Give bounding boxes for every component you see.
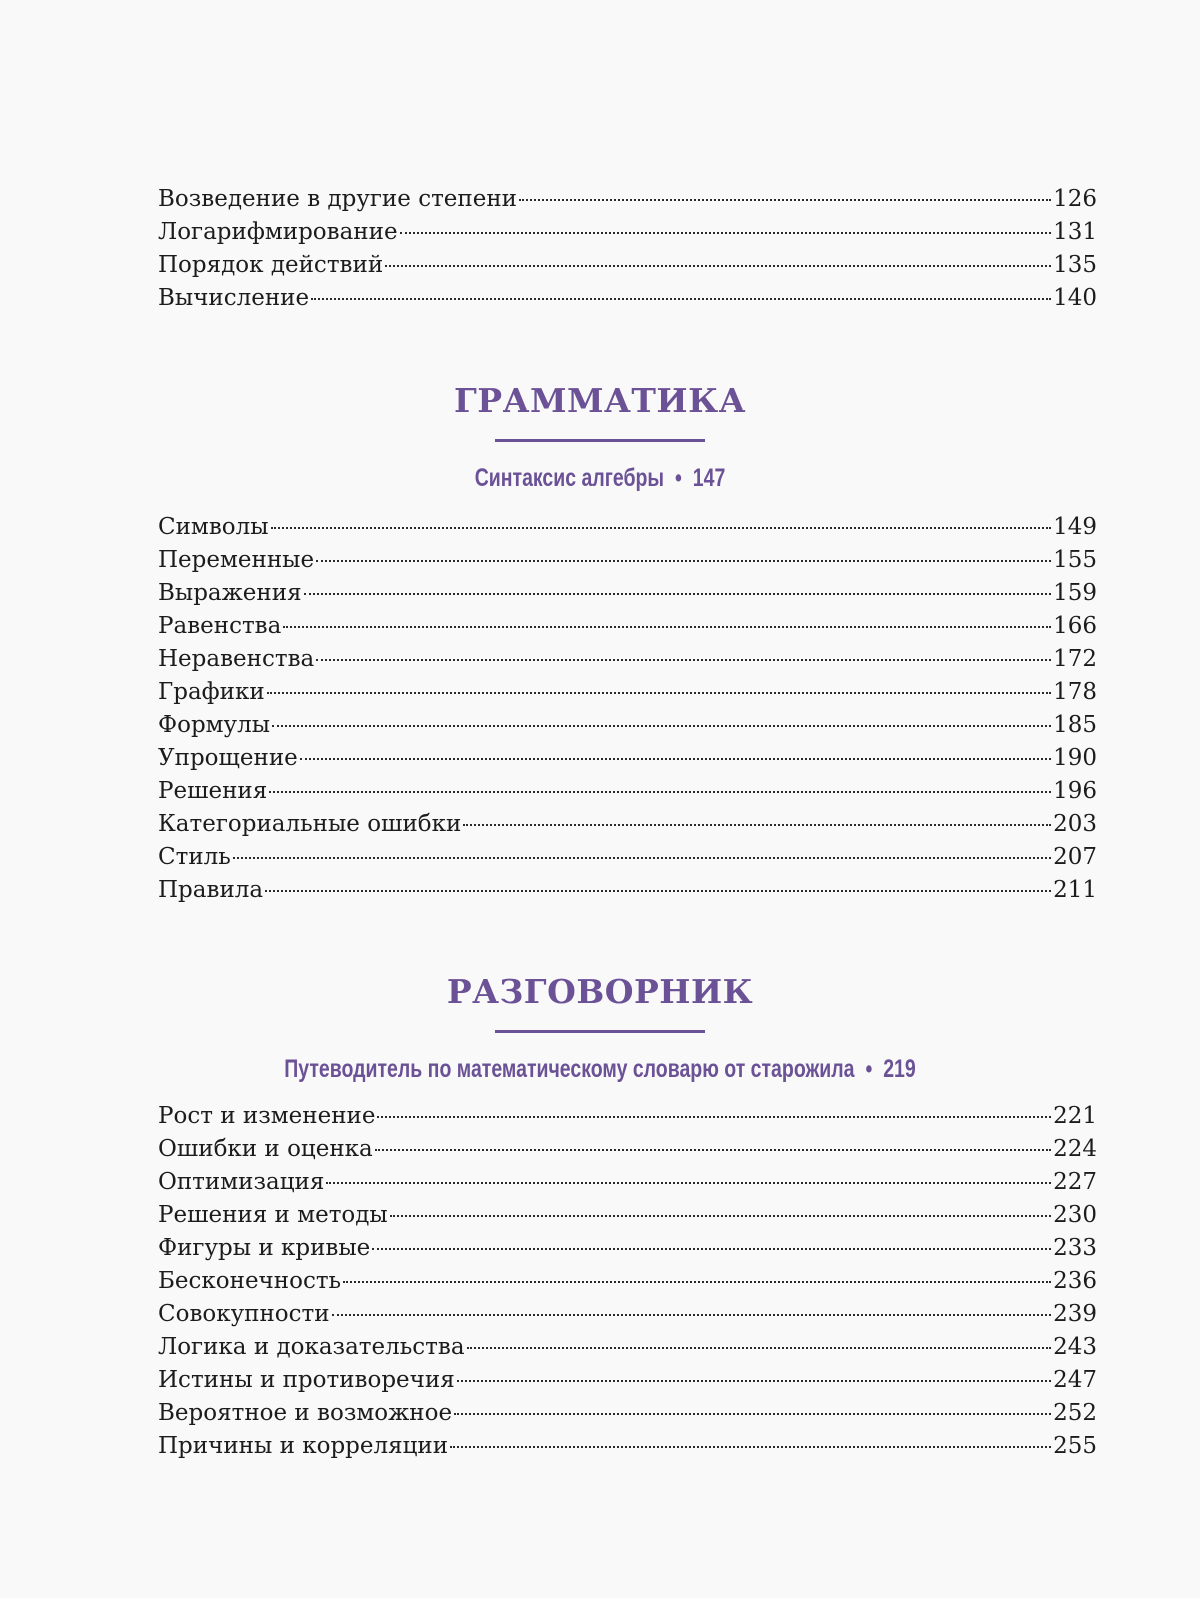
toc-entry-page: 203 bbox=[1053, 811, 1097, 837]
section-subtitle-phrasebook bbox=[132, 1053, 1068, 1085]
toc-entry-title: Логарифмирование bbox=[158, 219, 398, 245]
dot-leader bbox=[400, 232, 1052, 234]
toc-entry-page: 166 bbox=[1053, 613, 1097, 639]
toc-entry[interactable] bbox=[158, 544, 1097, 577]
toc-entry-page: 190 bbox=[1053, 745, 1097, 771]
dot-leader bbox=[463, 824, 1051, 826]
toc-entry-page: 172 bbox=[1053, 646, 1097, 672]
toc-entry[interactable] bbox=[158, 1298, 1097, 1331]
dot-leader bbox=[300, 758, 1051, 760]
toc-entry-page: 207 bbox=[1053, 844, 1097, 870]
section-phrasebook-header bbox=[0, 972, 1200, 1085]
toc-entry-title: Совокупности bbox=[158, 1301, 330, 1327]
toc-entry[interactable] bbox=[158, 1331, 1097, 1364]
toc-entry[interactable] bbox=[158, 841, 1097, 874]
dot-leader bbox=[233, 857, 1051, 859]
toc-entry-title: Вычисление bbox=[158, 285, 310, 311]
toc-entry[interactable] bbox=[158, 874, 1097, 907]
toc-entry[interactable] bbox=[158, 282, 1097, 315]
subtitle-text: Путеводитель по математическому словарю от старожила bbox=[284, 1055, 855, 1083]
toc-entry[interactable] bbox=[158, 1265, 1097, 1298]
toc-entry-title: Логика и доказательства bbox=[158, 1334, 465, 1360]
toc-entry-page: 255 bbox=[1053, 1433, 1097, 1459]
toc-entry-page: 252 bbox=[1053, 1400, 1097, 1426]
toc-entry-title: Фигуры и кривые bbox=[158, 1235, 371, 1261]
dot-leader bbox=[467, 1347, 1052, 1349]
dot-leader bbox=[316, 659, 1051, 661]
toc-entry-title: Графики bbox=[158, 679, 265, 705]
toc-entry-page: 211 bbox=[1053, 877, 1097, 903]
toc-entry[interactable] bbox=[158, 742, 1097, 775]
toc-entry-page: 227 bbox=[1053, 1169, 1097, 1195]
bullet-separator: • bbox=[675, 464, 682, 492]
toc-entry-page: 155 bbox=[1053, 547, 1097, 573]
toc-entry-page: 140 bbox=[1053, 285, 1097, 311]
toc-entry-title: Правила bbox=[158, 877, 264, 903]
dot-leader bbox=[304, 593, 1052, 595]
toc-entry-title: Выражения bbox=[158, 580, 302, 606]
toc-entry-title: Ошибки и оценка bbox=[158, 1136, 373, 1162]
dot-leader bbox=[272, 725, 1051, 727]
toc-entry-page: 230 bbox=[1053, 1202, 1097, 1228]
subtitle-page: 147 bbox=[692, 464, 726, 492]
dot-leader bbox=[326, 1182, 1051, 1184]
toc-entry[interactable] bbox=[158, 1100, 1097, 1133]
toc-entry-title: Причины и корреляции bbox=[158, 1433, 449, 1459]
toc-entry[interactable] bbox=[158, 709, 1097, 742]
toc-entry-page: 196 bbox=[1053, 778, 1097, 804]
toc-entry[interactable] bbox=[158, 610, 1097, 643]
section-grammar-header bbox=[0, 381, 1200, 494]
toc-entry-title: Формулы bbox=[158, 712, 271, 738]
toc-entry-page: 221 bbox=[1053, 1103, 1097, 1129]
subtitle-text: Синтаксис алгебры bbox=[474, 464, 665, 492]
dot-leader bbox=[311, 298, 1051, 300]
toc-entry-page: 126 bbox=[1053, 186, 1097, 212]
dot-leader bbox=[265, 890, 1051, 892]
dot-leader bbox=[283, 626, 1051, 628]
toc-entry-title: Бесконечность bbox=[158, 1268, 342, 1294]
dot-leader bbox=[271, 527, 1052, 529]
toc-entry[interactable] bbox=[158, 1430, 1097, 1463]
toc-entry[interactable] bbox=[158, 1166, 1097, 1199]
dot-leader bbox=[385, 265, 1051, 267]
dot-leader bbox=[316, 560, 1051, 562]
toc-entry[interactable] bbox=[158, 1397, 1097, 1430]
toc-entry-title: Вероятное и возможное bbox=[158, 1400, 453, 1426]
section-title-phrasebook: РАЗГОВОРНИК bbox=[446, 972, 754, 1011]
toc-entry-page: 243 bbox=[1053, 1334, 1097, 1360]
toc-entry-page: 239 bbox=[1053, 1301, 1097, 1327]
toc-entry-title: Решения bbox=[158, 778, 268, 804]
dot-leader bbox=[375, 1149, 1051, 1151]
toc-entry[interactable] bbox=[158, 1133, 1097, 1166]
dot-leader bbox=[343, 1281, 1051, 1283]
toc-entry-title: Упрощение bbox=[158, 745, 298, 771]
toc-entry-page: 131 bbox=[1053, 219, 1097, 245]
toc-entry-title: Решения и методы bbox=[158, 1202, 388, 1228]
dot-leader bbox=[457, 1380, 1051, 1382]
toc-entry-title: Переменные bbox=[158, 547, 315, 573]
toc-entry[interactable] bbox=[158, 249, 1097, 282]
dot-leader bbox=[377, 1116, 1051, 1118]
toc-entry[interactable] bbox=[158, 676, 1097, 709]
toc-entry-page: 233 bbox=[1053, 1235, 1097, 1261]
toc-entry-title: Возведение в другие степени bbox=[158, 186, 518, 212]
dot-leader bbox=[372, 1248, 1051, 1250]
toc-entry-page: 149 bbox=[1053, 514, 1097, 540]
toc-entry[interactable] bbox=[158, 1199, 1097, 1232]
dot-leader bbox=[519, 199, 1051, 201]
section-divider bbox=[495, 439, 705, 442]
toc-entry[interactable] bbox=[158, 1232, 1097, 1265]
section-title-grammar: ГРАММАТИКА bbox=[453, 381, 747, 420]
toc-entry[interactable] bbox=[158, 577, 1097, 610]
toc-entry-page: 236 bbox=[1053, 1268, 1097, 1294]
toc-entry-page: 135 bbox=[1053, 252, 1097, 278]
toc-entry-page: 159 bbox=[1053, 580, 1097, 606]
dot-leader bbox=[332, 1314, 1052, 1316]
toc-entry-title: Категориальные ошибки bbox=[158, 811, 462, 837]
toc-entry[interactable] bbox=[158, 1364, 1097, 1397]
bullet-separator: • bbox=[865, 1055, 873, 1083]
section-divider bbox=[495, 1030, 705, 1033]
toc-entry[interactable] bbox=[158, 808, 1097, 841]
dot-leader bbox=[450, 1446, 1051, 1448]
toc-entry-title: Рост и изменение bbox=[158, 1103, 376, 1129]
toc-entry-title: Символы bbox=[158, 514, 269, 540]
dot-leader bbox=[454, 1413, 1051, 1415]
toc-list-grammar bbox=[158, 511, 1097, 907]
toc-entry[interactable] bbox=[158, 216, 1097, 249]
toc-entry[interactable] bbox=[158, 183, 1097, 216]
toc-entry-title: Стиль bbox=[158, 844, 231, 870]
toc-entry-page: 178 bbox=[1053, 679, 1097, 705]
dot-leader bbox=[390, 1215, 1051, 1217]
toc-entry-title: Оптимизация bbox=[158, 1169, 325, 1195]
section-subtitle-grammar bbox=[132, 462, 1068, 494]
toc-entry-title: Истины и противоречия bbox=[158, 1367, 455, 1393]
toc-entry-page: 247 bbox=[1053, 1367, 1097, 1393]
toc-entry-title: Неравенства bbox=[158, 646, 315, 672]
toc-entry-title: Равенства bbox=[158, 613, 282, 639]
toc-entry-title: Порядок действий bbox=[158, 252, 384, 278]
toc-entry[interactable] bbox=[158, 511, 1097, 544]
toc-list-top bbox=[158, 183, 1097, 315]
dot-leader bbox=[269, 791, 1051, 793]
dot-leader bbox=[267, 692, 1051, 694]
subtitle-page: 219 bbox=[883, 1055, 916, 1083]
toc-list-phrasebook bbox=[158, 1100, 1097, 1463]
toc-entry-page: 224 bbox=[1053, 1136, 1097, 1162]
toc-entry[interactable] bbox=[158, 775, 1097, 808]
toc-entry-page: 185 bbox=[1053, 712, 1097, 738]
toc-entry[interactable] bbox=[158, 643, 1097, 676]
